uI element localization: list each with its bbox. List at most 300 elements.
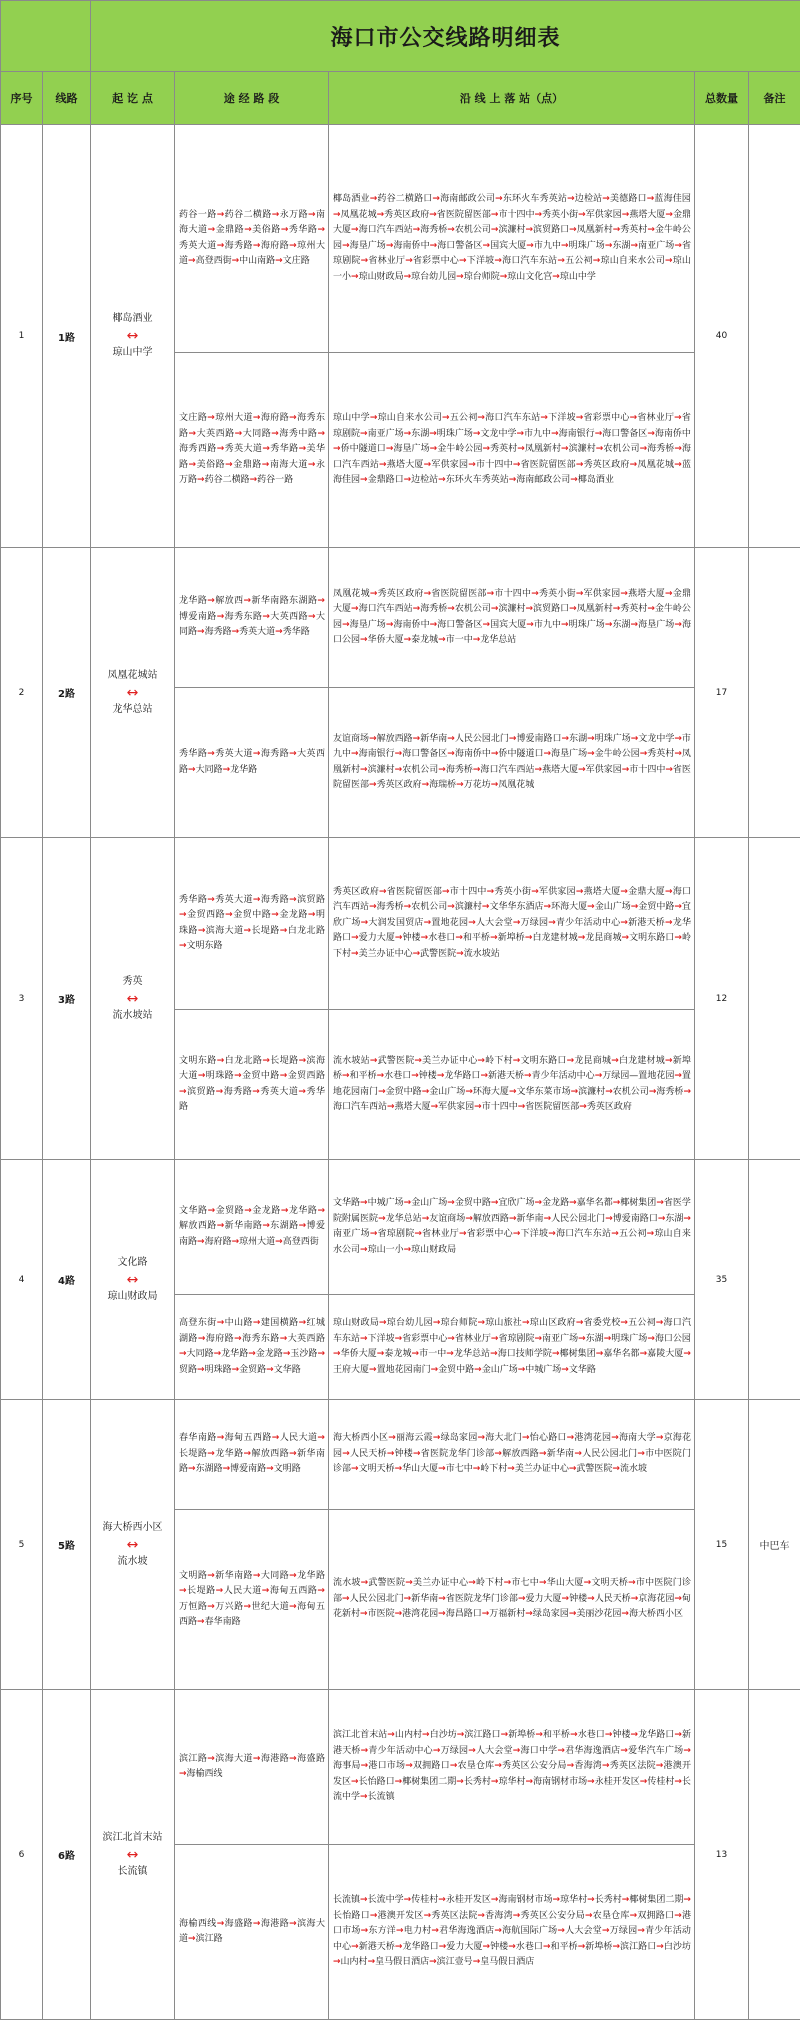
arrow-right-icon: → [513, 460, 521, 470]
arrow-right-icon: → [386, 241, 394, 251]
arrow-right-icon: → [477, 1433, 485, 1443]
arrow-right-icon: → [605, 1214, 613, 1224]
arrow-right-icon: → [244, 1206, 252, 1216]
arrow-right-icon: → [548, 918, 556, 928]
arrow-right-icon: → [647, 194, 655, 204]
arrow-right-icon: → [507, 1464, 515, 1474]
arrow-right-icon: → [509, 1214, 517, 1224]
arrow-right-icon: → [630, 413, 638, 423]
arrow-right-icon: → [613, 1198, 621, 1208]
arrow-right-icon: → [280, 1071, 288, 1081]
arrow-right-icon: → [424, 460, 432, 470]
arrow-right-icon: → [647, 1229, 655, 1239]
arrow-right-icon: → [605, 1087, 613, 1097]
stops-cell: 凤凰花城→秀英区政府→省医院留医部→市十四中→秀英小街→军供家园→燕塔大厦→金鼎大厦→海口汽车西站→海秀桥→农机公司→滨濂村→滨贸路口→凤凰新村→秀英村→金牛岭公园→海垦广场→海南侨中→海口警备区→国宾大厦→市九中→明珠广场→东湖→海垦广场→海口公园→华侨大厦→泰龙城→市一中→龙华总站 [329, 548, 695, 688]
arrow-right-icon: → [207, 895, 215, 905]
arrow-right-icon: → [275, 1237, 283, 1247]
arrow-right-icon: → [179, 1349, 187, 1359]
arrow-right-icon: → [587, 1594, 595, 1604]
arrow-right-icon: → [674, 241, 682, 251]
note-cell: 中巴车 [749, 1400, 800, 1690]
origin-stop: 文化路 [91, 1254, 174, 1272]
arrow-right-icon: → [491, 1777, 499, 1787]
seq-cell: 1 [1, 125, 43, 548]
arrow-right-icon: → [526, 604, 534, 614]
arrow-right-icon: → [665, 918, 673, 928]
endpoints-cell [91, 548, 175, 838]
arrow-right-icon: → [189, 460, 197, 470]
arrow-right-icon: → [217, 1919, 225, 1929]
arrow-right-icon: → [342, 241, 350, 251]
arrow-right-icon: → [631, 1730, 639, 1740]
arrow-right-icon: → [422, 1730, 430, 1740]
arrow-right-icon: → [557, 1926, 565, 1936]
seq-cell: 3 [1, 838, 43, 1160]
arrow-right-icon: → [404, 1245, 412, 1255]
arrow-right-icon: → [656, 1198, 664, 1208]
arrow-right-icon: → [683, 1895, 691, 1905]
arrow-right-icon: → [442, 887, 450, 897]
arrow-right-icon: → [248, 1349, 256, 1359]
arrow-right-icon: → [442, 413, 450, 423]
arrow-right-icon: → [535, 1334, 543, 1344]
arrow-right-icon: → [494, 1761, 502, 1771]
seq-cell: 5 [1, 1400, 43, 1690]
header-stops: 沿 线 上 落 站（点） [329, 72, 695, 125]
arrow-right-icon: → [562, 1594, 570, 1604]
arrow-right-icon: → [404, 1594, 412, 1604]
arrow-right-icon: → [674, 444, 682, 454]
arrow-right-icon: → [217, 1318, 225, 1328]
arrow-right-icon: → [465, 1214, 473, 1224]
arrow-right-icon: → [197, 475, 205, 485]
arrow-right-icon: → [369, 780, 377, 790]
arrow-right-icon: → [361, 1761, 369, 1771]
arrow-right-icon: → [308, 910, 316, 920]
route-cell: 春华南路→海甸五西路→人民大道→长堤路→龙华路→解放西路→新华南路→东湖路→博爱南路→文明路 [175, 1400, 329, 1510]
arrow-right-icon: → [438, 1594, 446, 1604]
arrow-right-icon: → [482, 1609, 490, 1619]
arrow-right-icon: → [620, 1746, 628, 1756]
arrow-right-icon: → [413, 949, 421, 959]
arrow-right-icon: → [640, 1777, 648, 1787]
terminal-stop: 流水坡 [91, 1553, 174, 1571]
arrow-right-icon: → [535, 1730, 543, 1740]
arrow-right-icon: → [342, 1449, 350, 1459]
arrow-right-icon: → [421, 933, 429, 943]
arrow-right-icon: → [388, 1433, 396, 1443]
arrow-right-icon: → [266, 1464, 274, 1474]
arrow-right-icon: → [631, 1594, 639, 1604]
arrow-right-icon: → [674, 460, 682, 470]
arrow-right-icon: → [299, 1318, 307, 1328]
arrow-right-icon: → [509, 1087, 517, 1097]
arrow-right-icon: → [351, 749, 359, 759]
arrow-right-icon: → [446, 1349, 454, 1359]
table-row [1, 1160, 800, 1295]
arrow-right-icon: → [620, 887, 628, 897]
arrow-right-icon: → [647, 1334, 655, 1344]
arrow-right-icon: → [422, 1214, 430, 1224]
arrow-right-icon: → [637, 1926, 645, 1936]
arrow-right-icon: → [217, 1221, 225, 1231]
arrow-right-icon: → [386, 620, 394, 630]
stops-cell: 流水坡→武警医院→美兰办证中心→岭下村→市七中→华山大厦→文明天桥→市中医院门诊部→人民公园北门→新华南→省医院龙华门诊部→爱力大厦→钟楼→人民天桥→京海花园→甸花新村→市医院→港湾花园→海昌路口→万福新村→绿岛家园→美丽沙花园→海大桥西小区 [329, 1510, 695, 1690]
arrow-right-icon: → [513, 1746, 521, 1756]
route-cell: 秀华路→秀英大道→海秀路→大英西路→大同路→龙华路 [175, 688, 329, 838]
arrow-right-icon: → [299, 1221, 307, 1231]
arrow-right-icon: → [275, 627, 283, 637]
arrow-right-icon: → [253, 749, 261, 759]
arrow-right-icon: → [351, 1464, 359, 1474]
arrow-right-icon: → [557, 1746, 565, 1756]
arrow-right-icon: → [433, 1746, 441, 1756]
arrow-right-icon: → [207, 413, 215, 423]
arrow-right-icon: → [217, 241, 225, 251]
arrow-right-icon: → [317, 596, 325, 606]
arrow-right-icon: → [412, 1349, 420, 1359]
arrow-right-icon: → [252, 1087, 260, 1097]
header-route: 途 经 路 段 [175, 72, 329, 125]
terminal-stop: 龙华总站 [91, 701, 174, 719]
arrow-right-icon: → [491, 780, 499, 790]
arrow-right-icon: → [253, 1919, 261, 1929]
arrow-right-icon: → [360, 765, 368, 775]
arrow-right-icon: → [447, 734, 455, 744]
arrow-right-icon: → [468, 918, 476, 928]
arrow-right-icon: → [628, 1578, 636, 1588]
arrow-right-icon: → [495, 194, 503, 204]
line-cell: 1路 [43, 125, 91, 548]
arrow-right-icon: → [198, 1071, 206, 1081]
arrow-right-icon: → [491, 1895, 499, 1905]
arrow-right-icon: → [395, 1609, 403, 1619]
arrow-right-icon: → [665, 887, 673, 897]
arrow-right-icon: → [543, 1942, 551, 1952]
arrow-right-icon: → [620, 589, 628, 599]
arrow-right-icon: → [540, 413, 548, 423]
arrow-right-icon: → [622, 933, 630, 943]
arrow-right-icon: → [552, 272, 560, 282]
arrow-right-icon: → [413, 225, 421, 235]
arrow-right-icon: → [223, 765, 231, 775]
arrow-right-icon: → [266, 1365, 274, 1375]
arrow-right-icon: → [414, 1229, 422, 1239]
arrow-right-icon: → [483, 620, 491, 630]
arrow-right-icon: → [576, 413, 584, 423]
arrow-right-icon: → [665, 256, 673, 266]
route-cell: 药谷一路→药谷二横路→永万路→南海大道→金鼎路→美俗路→秀华路→秀英大道→海秀路→海府路→琼州大道→高登西街→中山南路→文庄路 [175, 125, 329, 353]
route-cell: 文庄路→琼州大道→海府路→海秀东路→大英西路→大同路→海秀中路→海秀西路→秀英大道→秀华路→美华路→美俗路→金鼎路→南海大道→永万路→药谷二横路→药谷一路 [175, 353, 329, 548]
arrow-right-icon: → [552, 1349, 560, 1359]
arrow-right-icon: → [518, 1102, 526, 1112]
arrow-right-icon: → [674, 620, 682, 630]
arrow-right-icon: → [578, 1942, 586, 1952]
arrow-right-icon: → [447, 749, 455, 759]
arrow-right-icon: → [360, 1895, 368, 1905]
arrow-right-icon: → [631, 241, 639, 251]
arrow-right-icon: → [567, 1433, 575, 1443]
note-cell [749, 1160, 800, 1400]
arrow-right-icon: → [557, 256, 565, 266]
arrow-right-icon: → [253, 1571, 261, 1581]
arrow-right-icon: → [253, 1754, 261, 1764]
arrow-right-icon: → [217, 1433, 225, 1443]
arrow-right-icon: → [491, 225, 499, 235]
arrow-right-icon: → [225, 910, 233, 920]
arrow-right-icon: → [317, 1349, 325, 1359]
arrow-right-icon: → [473, 635, 481, 645]
arrow-right-icon: → [207, 1754, 215, 1764]
arrow-right-icon: → [602, 1926, 610, 1936]
arrow-right-icon: → [225, 460, 233, 470]
arrow-right-icon: → [369, 1365, 377, 1375]
arrow-right-icon: → [234, 1071, 242, 1081]
table-row [1, 838, 800, 1010]
arrow-right-icon: → [683, 1214, 691, 1224]
bidirectional-arrow-icon: ↔ [91, 1537, 174, 1553]
arrow-right-icon: → [404, 272, 412, 282]
arrow-right-icon: → [179, 910, 187, 920]
arrow-right-icon: → [395, 765, 403, 775]
header-total: 总数量 [695, 72, 749, 125]
arrow-right-icon: → [424, 589, 432, 599]
arrow-right-icon: → [411, 1071, 419, 1081]
arrow-right-icon: → [640, 1349, 648, 1359]
arrow-right-icon: → [613, 604, 621, 614]
arrow-right-icon: → [317, 1586, 325, 1596]
arrow-right-icon: → [253, 413, 261, 423]
arrow-right-icon: → [387, 1449, 395, 1459]
arrow-right-icon: → [281, 225, 289, 235]
arrow-right-icon: → [483, 1942, 491, 1952]
endpoints-cell [91, 1690, 175, 2020]
arrow-right-icon: → [630, 460, 638, 470]
arrow-right-icon: → [674, 749, 682, 759]
arrow-right-icon: → [386, 444, 394, 454]
arrow-right-icon: → [360, 1198, 368, 1208]
total-cell: 35 [695, 1160, 749, 1400]
arrow-right-icon: → [508, 1942, 516, 1952]
arrow-right-icon: → [308, 210, 316, 220]
arrow-right-icon: → [422, 1087, 430, 1097]
arrow-right-icon: → [370, 589, 378, 599]
arrow-right-icon: → [579, 1102, 587, 1112]
stops-cell: 秀英区政府→省医院留医部→市十四中→秀英小街→军供家园→燕塔大厦→金鼎大厦→海口汽车西站→海秀桥→农机公司→滨濂村→文华华东酒店→环海大厦→金山广场→金贸中路→宜欣广场→大润发国贸店→置地花园→人大会堂→万绿园→青少年活动中心→新港天桥→龙华路口→爱力大厦→钟楼→水巷口→和平桥→新埠桥→白龙建材城→龙昆商城→文明东路口→岭下村→美兰办证中心→武警医院→流水坡站 [329, 838, 695, 1010]
arrow-right-icon: → [490, 933, 498, 943]
arrow-right-icon: → [562, 734, 570, 744]
arrow-right-icon: → [567, 1761, 575, 1771]
arrow-right-icon: → [424, 1911, 432, 1921]
arrow-right-icon: → [333, 444, 341, 454]
origin-stop: 凤凰花城站 [91, 667, 174, 685]
arrow-right-icon: → [404, 902, 412, 912]
arrow-right-icon: → [595, 429, 603, 439]
arrow-right-icon: → [483, 241, 491, 251]
arrow-right-icon: → [613, 225, 621, 235]
arrow-right-icon: → [665, 210, 673, 220]
arrow-right-icon: → [208, 1206, 216, 1216]
arrow-right-icon: → [539, 1578, 547, 1588]
terminal-stop: 琼山中学 [91, 344, 174, 362]
arrow-right-icon: → [621, 1609, 629, 1619]
arrow-right-icon: → [576, 589, 584, 599]
arrow-right-icon: → [561, 620, 569, 630]
arrow-right-icon: → [379, 460, 387, 470]
arrow-right-icon: → [620, 918, 628, 928]
stops-cell: 友谊商场→解放西路→新华南→人民公园北门→博爱南路口→东湖→明珠广场→文龙中学→市九中→海南银行→海口警备区→海南侨中→侨中隧道口→海垦广场→金牛岭公园→秀英村→凤凰新村→滨濂村→农机公司→海秀桥→海口汽车西站→燕塔大厦→军供家园→市十四中→省医院留医部→秀英区政府→海瑞桥→万花坊→凤凰花城 [329, 688, 695, 838]
arrow-right-icon: → [647, 225, 655, 235]
note-cell [749, 548, 800, 838]
arrow-right-icon: → [387, 1730, 395, 1740]
arrow-right-icon: → [587, 1895, 595, 1905]
arrow-right-icon: → [216, 1087, 224, 1097]
arrow-right-icon: → [647, 429, 655, 439]
arrow-right-icon: → [351, 225, 359, 235]
arrow-right-icon: → [612, 1464, 620, 1474]
arrow-right-icon: → [405, 256, 413, 266]
arrow-right-icon: → [342, 1071, 350, 1081]
arrow-right-icon: → [351, 272, 359, 282]
arrow-right-icon: → [333, 1349, 341, 1359]
arrow-right-icon: → [482, 902, 490, 912]
arrow-right-icon: → [447, 1198, 455, 1208]
arrow-right-icon: → [602, 194, 610, 204]
arrow-right-icon: → [526, 620, 534, 630]
arrow-right-icon: → [351, 604, 359, 614]
arrow-right-icon: → [189, 429, 197, 439]
arrow-right-icon: → [413, 604, 421, 614]
arrow-right-icon: → [289, 241, 297, 251]
arrow-right-icon: → [437, 1071, 445, 1081]
arrow-right-icon: → [525, 933, 533, 943]
endpoints-cell [91, 1400, 175, 1690]
arrow-right-icon: → [197, 1365, 205, 1375]
arrow-right-icon: → [468, 460, 476, 470]
arrow-right-icon: → [513, 1911, 521, 1921]
arrow-right-icon: → [289, 1449, 297, 1459]
arrow-right-icon: → [188, 765, 196, 775]
arrow-right-icon: → [217, 210, 225, 220]
arrow-right-icon: → [298, 1087, 306, 1097]
arrow-right-icon: → [360, 635, 368, 645]
arrow-right-icon: → [271, 429, 279, 439]
endpoints-cell [91, 838, 175, 1160]
arrow-right-icon: → [674, 1594, 682, 1604]
stops-cell: 海大桥西小区→丽海云霞→绿岛家园→海大北门→怡心路口→港湾花园→海南大学→京海花园→人民天桥→钟楼→省医院龙华门诊部→解放西路→新华南→人民公园北门→市中医院门诊部→文明天桥→华山大厦→市七中→岭下村→美兰办证中心→武警医院→流水坡 [329, 1400, 695, 1510]
arrow-right-icon: → [289, 1919, 297, 1929]
arrow-right-icon: → [223, 1464, 231, 1474]
arrow-right-icon: → [289, 1602, 297, 1612]
stops-cell: 长流镇→长流中学→传桂村→永桂开发区→海南钢材市场→琼华村→长秀村→椰树集团二期→长怡路口→港澳开发区→秀英区法院→香海湾→秀英区公安分局→农垦仓库→双拥路口→港口市场→东方洋→电力村→君华海逸酒店→海航国际广场→人大会堂→万绿园→青少年活动中心→新港天桥→龙华路口→爱力大厦→钟楼→水巷口→和平桥→新埠桥→滨江路口→白沙坊→山内村→皇马假日酒店→滨江壹号→皇马假日酒店 [329, 1845, 695, 2020]
origin-stop: 秀英 [91, 973, 174, 991]
arrow-right-icon: → [179, 1769, 187, 1779]
arrow-right-icon: → [551, 429, 559, 439]
arrow-right-icon: → [611, 1229, 619, 1239]
page-title: 海口市公交线路明细表 [91, 1, 800, 72]
arrow-right-icon: → [396, 1926, 404, 1936]
arrow-right-icon: → [377, 1071, 385, 1081]
route-cell: 文明路→新华南路→大同路→龙华路→长堤路→人民大道→海甸五西路→万恒路→万兴路→世纪大道→海甸五西路→春华南路 [175, 1510, 329, 1690]
arrow-right-icon: → [491, 604, 499, 614]
arrow-right-icon: → [179, 1586, 187, 1596]
arrow-right-icon: → [413, 734, 421, 744]
origin-stop: 海大桥西小区 [91, 1519, 174, 1537]
arrow-right-icon: → [584, 1578, 592, 1588]
arrow-right-icon: → [360, 1334, 368, 1344]
arrow-right-icon: → [377, 1349, 385, 1359]
endpoints-cell [91, 1160, 175, 1400]
origin-stop: 滨江北首末站 [91, 1829, 174, 1847]
arrow-right-icon: → [188, 256, 196, 266]
arrow-right-icon: → [490, 1349, 498, 1359]
arrow-right-icon: → [217, 612, 225, 622]
arrow-right-icon: → [674, 413, 682, 423]
arrow-right-icon: → [569, 1198, 577, 1208]
arrow-right-icon: → [369, 734, 377, 744]
arrow-right-icon: → [360, 1245, 368, 1255]
note-cell [749, 125, 800, 548]
route-cell: 龙华路→解放西→新华南路东湖路→博爱南路→海秀东路→大英西路→大同路→海秀路→秀英大道→秀华路 [175, 548, 329, 688]
arrow-right-icon: → [253, 241, 261, 251]
arrow-right-icon: → [482, 444, 490, 454]
arrow-right-icon: → [683, 1087, 691, 1097]
arrow-right-icon: → [413, 1449, 421, 1459]
arrow-right-icon: → [438, 1464, 446, 1474]
arrow-right-icon: → [567, 194, 575, 204]
arrow-right-icon: → [234, 1334, 242, 1344]
stops-cell: 琼山中学→琼山自来水公司→五公祠→海口汽车东站→下洋坡→省彩票中心→省林业厅→省琼剧院→南亚广场→东湖→明珠广场→文龙中学→市九中→海南银行→海口警备区→海南侨中→侨中隧道口→海垦广场→金牛岭公园→秀英村→凤凰新村→滨濂村→农机公司→海秀桥→海口汽车西站→燕塔大厦→军供家园→市十四中→省医院留医部→秀英区政府→凤凰花城→蓝海佳园→金鼎路口→边检站→东环火车秀英站→海南邮政公司→椰岛酒业 [329, 353, 695, 548]
bidirectional-arrow-icon: ↔ [91, 328, 174, 344]
arrow-right-icon: → [280, 926, 288, 936]
arrow-right-icon: → [378, 1214, 386, 1224]
arrow-right-icon: → [518, 1594, 526, 1604]
arrow-right-icon: → [414, 1056, 422, 1066]
arrow-right-icon: → [637, 1449, 645, 1459]
arrow-right-icon: → [473, 1957, 481, 1967]
arrow-right-icon: → [232, 627, 240, 637]
arrow-right-icon: → [379, 1318, 387, 1328]
arrow-right-icon: → [504, 1578, 512, 1588]
arrow-right-icon: → [456, 780, 464, 790]
arrow-right-icon: → [468, 1578, 476, 1588]
arrow-right-icon: → [571, 1087, 579, 1097]
arrow-right-icon: → [513, 918, 521, 928]
arrow-right-icon: → [404, 429, 412, 439]
arrow-right-icon: → [656, 1318, 664, 1328]
arrow-right-icon: → [447, 604, 455, 614]
note-cell [749, 838, 800, 1160]
arrow-right-icon: → [395, 749, 403, 759]
header-seq: 序号 [1, 72, 43, 125]
arrow-right-icon: → [244, 1449, 252, 1459]
arrow-right-icon: → [593, 256, 601, 266]
terminal-stop: 流水坡站 [91, 1007, 174, 1025]
arrow-right-icon: → [477, 413, 485, 423]
arrow-right-icon: → [631, 620, 639, 630]
arrow-right-icon: → [424, 918, 432, 928]
arrow-right-icon: → [569, 1609, 577, 1619]
seq-cell: 6 [1, 1690, 43, 2020]
arrow-right-icon: → [430, 241, 438, 251]
arrow-right-icon: → [473, 1464, 481, 1474]
arrow-right-icon: → [308, 612, 316, 622]
arrow-right-icon: → [262, 612, 270, 622]
header-row [1, 72, 800, 125]
arrow-right-icon: → [370, 413, 378, 423]
arrow-right-icon: → [438, 475, 446, 485]
arrow-right-icon: → [370, 1911, 378, 1921]
